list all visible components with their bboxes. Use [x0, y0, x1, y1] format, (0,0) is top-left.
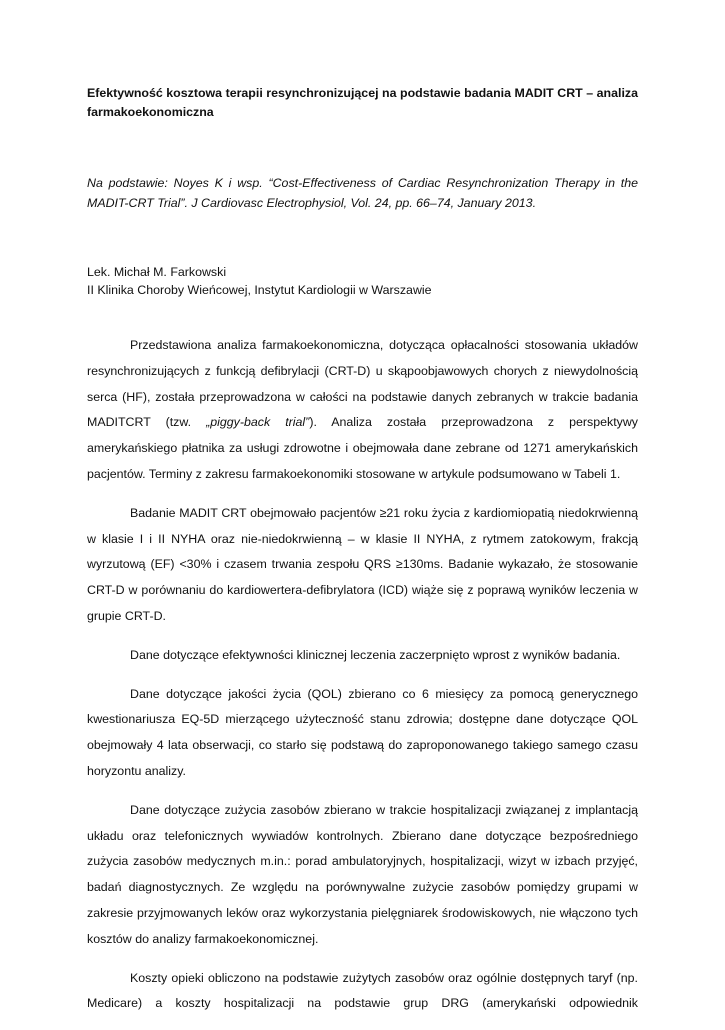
- paragraph-6: Koszty opieki obliczono na podstawie zużytych zasobów oraz ogólnie dostępnych taryf (np. Medicare) a koszty hospitalizacji na podstawie grup DRG (amerykański odpowiednik: [87, 970, 638, 1011]
- citation-prefix: Na podstawie: Noyes K i wsp.: [87, 176, 269, 190]
- paragraph-5: Dane dotyczące zużycia zasobów zbierano w trakcie hospitalizacji związanej z implantacją układu oraz telefonicznych wywiadów kontrolnych. Zbierano dane dotyczące bezpośredniego zużycia zasobów medycznych m.in.: porad ambulatoryjnych, hospitalizacji, wizyt w izbach przyjęć, badań diagnostycznych. Ze względu na porównywalne zużycie zasobów pomiędzy grupami w zakresie przyjmowanych leków oraz wykorzystania pielęgniarek środowiskowych, nie włączono tych kosztów do analizy farmakoekonomicznej.: [87, 802, 638, 946]
- document-page: [87, 84, 638, 1030]
- paragraph-4: Dane dotyczące jakości życia (QOL) zbierano co 6 miesięcy za pomocą generycznego kwestionariusza EQ-5D mierzącego użyteczność stanu zdrowia; dostępne dane dotyczące QOL obejmowały 4 lata obserwacji, co starło się podstawą do zaproponowanego takiego samego czasu horyzontu analizy.: [87, 686, 638, 778]
- author-block: [87, 263, 638, 299]
- paragraph-3: Dane dotyczące efektywności klinicznej leczenia zaczerpnięto wprost z wyników badania.: [130, 647, 621, 662]
- paragraph-1-part-a: Przedstawiona analiza farmakoekonomiczna, dotycząca opłacalności stosowania układów resynchronizujących z funkcją defibrylacji (CRT-D) u skąpoobjawowych chorych z niewydolnością serca (HF), została przeprowadzona w całości na podstawie danych zebranych w trakcie badania MADITCRT (tzw.: [87, 338, 638, 430]
- document-title: Efektywność kosztowa terapii resynchronizującej na podstawie badania MADIT CRT – analiza farmakoekonomiczna: [87, 86, 638, 119]
- citation-text: “Cost-Effectiveness of Cardiac Resynchronization Therapy in the MADIT-CRT Trial”. J Cardiovasc Electrophysiol, Vol. 24, pp. 66–74, January 2013.: [87, 176, 638, 210]
- author-name: Lek. Michał M. Farkowski: [87, 265, 227, 279]
- paragraph-1: [87, 333, 638, 488]
- paragraph-1-part-b: ). Analiza została przeprowadzona z perspektywy amerykańskiego płatnika za usługi zdrowotne i obejmowała dane zebrane od 1271 amerykańskich pacjentów. Terminy z zakresu farmakoekonomiki stosowane w artykule podsumowano w Tabeli 1.: [87, 415, 638, 481]
- source-citation: [87, 173, 638, 213]
- author-affiliation: II Klinika Choroby Wieńcowej, Instytut Kardiologii w Warszawie: [87, 283, 432, 297]
- paragraph-2: Badanie MADIT CRT obejmowało pacjentów ≥21 roku życia z kardiomiopatią niedokrwienną w klasie I i II NYHA oraz nie-niedokrwienną – w klasie II NYHA, z rytmem zatokowym, frakcją wyrzutową (EF) <30% i czasem trwania zespołu QRS ≥130ms. Badanie wykazało, że stosowanie CRT-D w porównaniu do kardiowertera-defibrylatora (ICD) wiąże się z poprawą wyników leczenia w grupie CRT-D.: [87, 505, 638, 623]
- article-body: [87, 333, 638, 1017]
- paragraph-1-italic: „piggy-back trial”: [206, 415, 310, 430]
